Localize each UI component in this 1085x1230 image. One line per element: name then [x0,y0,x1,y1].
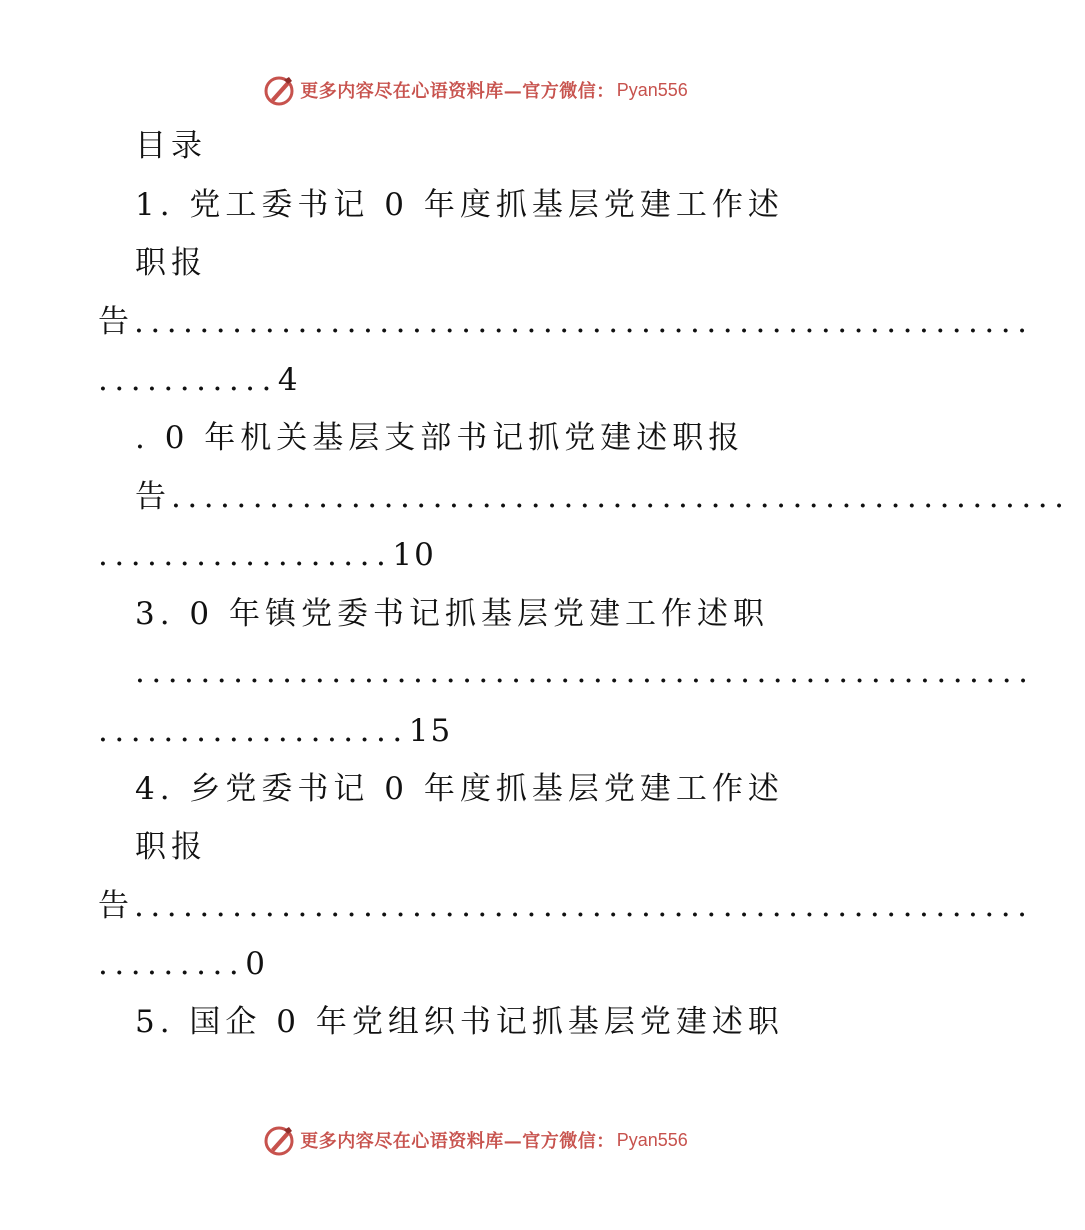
toc-entry-1-page-row [98,356,1048,404]
toc-entry-4-dot-leader-cont: ......... [98,946,246,982]
toc-entry-5-title-line-1: 5. 国企 0 年党组织书记抓基层党建述职 [135,1004,784,1040]
toc-entry-3-dot-leader: ....................................................... [135,654,1035,690]
watermark-banner-top [0,70,950,110]
watermark-text: 更多内容尽在心语资料库—官方微信： [300,81,615,102]
toc-entry-1-title-line-1: 1. 党工委书记 0 年度抓基层党建工作述 [135,187,784,223]
watermark-wechat-id: Pyan556 [616,79,688,100]
toc-entry-1-dot-leader-cont: ........... [98,362,278,398]
toc-entry-2-dot-leader-cont: .................. [98,537,393,573]
toc-entry-1-leader-start: 告 [98,304,134,340]
toc-entry-4-title-line-2: 职报 [135,829,207,865]
toc-entry-3-page-number: 15 [408,713,453,749]
toc-entry-2-page-number: 10 [392,537,436,573]
toc-entry-2-page-row [98,531,1048,579]
toc-entry-3-page-row [98,707,1048,755]
toc-entry-3-leader-row [135,648,1085,696]
toc-entry-3-dot-leader-cont: ................... [98,713,409,749]
toc-heading: 目录 [135,128,207,164]
toc-entry-2-leader-row [135,473,1085,521]
toc-entry-4-page-number: 0 [245,946,267,982]
toc-entry-2-dot-leader: ....................................................... [171,479,1071,515]
watermark-text: 更多内容尽在心语资料库—官方微信： [300,1131,615,1152]
toc-entry-4-page-row [98,940,1048,988]
pen-seal-icon [262,73,296,107]
toc-entry-2-leader-start: 告 [135,479,171,515]
toc-entry-4-leader-start: 告 [98,888,134,924]
watermark-banner-bottom [0,1120,950,1160]
toc-entry-1-dot-leader: ....................................................... [134,304,1034,340]
toc-entry-1-title-line-2: 职报 [135,245,207,281]
toc-entry-3-title-line-1: 3. 0 年镇党委书记抓基层党建工作述职 [135,596,770,632]
toc-entry-4-dot-leader: ....................................................... [134,888,1034,924]
toc-entry-1-page-number: 4 [277,362,300,398]
pen-seal-icon [262,1123,296,1157]
toc-entry-2-title-line-1: . 0 年机关基层支部书记抓党建述职报 [135,420,745,456]
toc-entry-1-leader-row [98,298,1048,346]
watermark-wechat-id: Pyan556 [616,1129,688,1150]
toc-entry-4-title-line-1: 4. 乡党委书记 0 年度抓基层党建工作述 [135,771,784,807]
toc-entry-4-leader-row [98,882,1048,930]
